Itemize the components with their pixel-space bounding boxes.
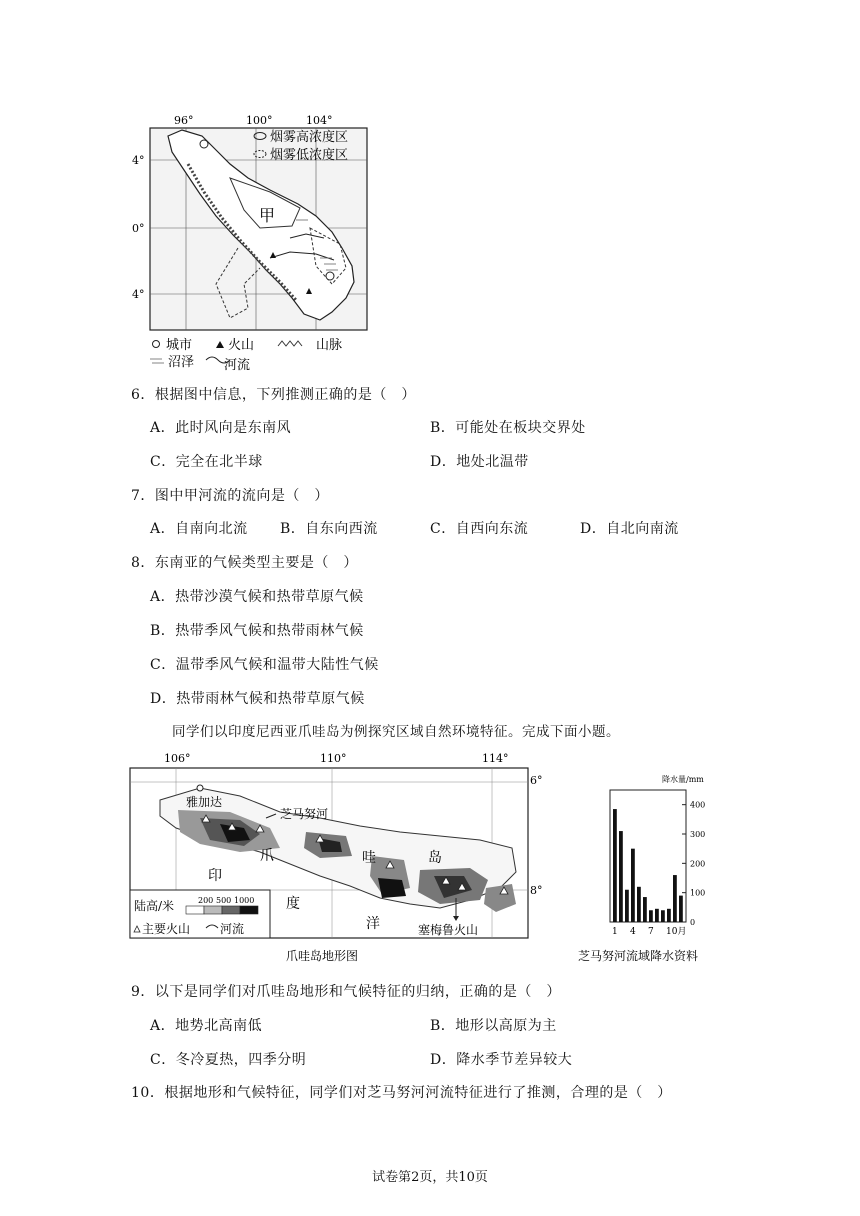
chart-ylabel: 降水量/mm	[662, 775, 704, 784]
legend-city: 城市	[166, 338, 193, 353]
precip-bar	[667, 909, 671, 922]
legend-1000: 1000	[234, 896, 255, 905]
precip-bar	[673, 875, 677, 922]
lon-100: 100°	[246, 114, 273, 127]
legend-volcano: 火山	[228, 338, 255, 353]
q8-stem: 8．东南亚的气候类型主要是（ ）	[131, 555, 358, 571]
x-tick-label: 7	[648, 927, 654, 937]
label-yin: 印	[208, 868, 222, 884]
label-zhua: 爪	[260, 848, 274, 864]
q7-stem: 7．图中甲河流的流向是（ ）	[131, 488, 329, 504]
lon-110: 110°	[320, 752, 347, 765]
q6-stem: 6．根据图中信息，下列推测正确的是（ ）	[131, 387, 416, 403]
precip-bar	[643, 897, 647, 922]
legend-mountain: 山脉	[316, 338, 343, 353]
q8-option-c[interactable]: C．温带季风气候和温带大陆性气候	[150, 657, 379, 673]
label-yang: 洋	[366, 916, 380, 932]
legend-swamp: 沼泽	[168, 355, 195, 370]
lon-96: 96°	[174, 114, 194, 127]
q8-option-a[interactable]: A．热带沙漠气候和热带草原气候	[150, 589, 364, 605]
x-tick-label: 10月	[666, 927, 687, 937]
q6-option-d[interactable]: D．地处北温带	[430, 454, 529, 470]
y-tick-label: 200	[690, 859, 706, 869]
legend-river: 河流	[220, 922, 245, 936]
x-tick-label: 4	[630, 927, 636, 937]
q9-option-b[interactable]: B．地形以高原为主	[430, 1018, 557, 1034]
legend-haze-high: 烟雾高浓度区	[270, 130, 349, 145]
q8-option-b[interactable]: B．热带季风气候和热带雨林气候	[150, 623, 364, 639]
label-wa: 哇	[362, 850, 376, 866]
q9-option-c[interactable]: C．冬冷夏热，四季分明	[150, 1052, 307, 1068]
q6-option-b[interactable]: B．可能处在板块交界处	[430, 420, 586, 436]
lat-8: 8°	[530, 884, 543, 897]
precip-bar	[649, 910, 653, 922]
lon-104: 104°	[306, 114, 333, 127]
q10-stem: 10．根据地形和气候特征，同学们对芝马努河河流特征进行了推测，合理的是（ ）	[131, 1085, 672, 1101]
map2-caption: 爪哇岛地形图	[286, 949, 359, 963]
intro-text: 同学们以印度尼西亚爪哇岛为例探究区域自然环境特征。完成下面小题。	[172, 724, 620, 740]
y-tick-label: 300	[690, 830, 706, 839]
legend-haze-low: 烟雾低浓度区	[270, 148, 349, 163]
q7-option-d[interactable]: D．自北向南流	[580, 521, 679, 537]
q8-option-d[interactable]: D．热带雨林气候和热带草原气候	[150, 691, 365, 707]
precip-bar	[631, 849, 635, 922]
y-tick-label: 100	[690, 888, 706, 898]
chart-title: 芝马努河流域降水资料	[578, 949, 699, 963]
precip-bar	[637, 887, 641, 922]
legend-200: 200	[198, 896, 214, 905]
q6-option-c[interactable]: C．完全在北半球	[150, 454, 263, 470]
page-footer: 试卷第2页，共10页	[372, 1170, 488, 1185]
precip-bar	[661, 910, 665, 922]
precip-bar	[655, 909, 659, 922]
q7-option-b[interactable]: B．自东向西流	[280, 521, 378, 537]
label-semeru: 塞梅鲁火山	[418, 923, 479, 937]
label-jakarta: 雅加达	[186, 795, 223, 809]
label-river: 芝马努河	[280, 807, 329, 821]
java-map	[120, 748, 560, 970]
lon-106: 106°	[164, 752, 191, 765]
label-du: 度	[286, 896, 300, 912]
precip-bar	[679, 896, 683, 922]
legend-elev-title: 陆高/米	[134, 899, 175, 913]
legend-river: 河流	[224, 358, 251, 373]
label-jia: 甲	[259, 206, 276, 225]
q6-option-a[interactable]: A．此时风向是东南风	[150, 420, 292, 436]
precipitation-chart	[576, 770, 726, 970]
q9-option-d[interactable]: D．降水季节差异较大	[430, 1052, 573, 1068]
lat-0: 0°	[132, 222, 145, 235]
lat-4s: 4°	[132, 288, 145, 301]
q9-stem: 9．以下是同学们对爪哇岛地形和气候特征的归纳，正确的是（ ）	[131, 984, 561, 1000]
q7-option-c[interactable]: C．自西向东流	[430, 521, 529, 537]
y-tick-label: 0	[690, 918, 696, 927]
x-tick-label: 1	[612, 927, 618, 937]
legend-volcano: 主要火山	[142, 922, 191, 936]
q9-option-a[interactable]: A．地势北高南低	[150, 1018, 263, 1034]
q7-option-a[interactable]: A．自南向北流	[150, 521, 248, 537]
label-dao: 岛	[428, 850, 442, 866]
legend-500: 500	[216, 896, 232, 905]
lon-114: 114°	[482, 752, 509, 765]
y-tick-label: 400	[690, 800, 706, 810]
precip-bar	[613, 809, 617, 922]
sumatra-map	[120, 108, 380, 373]
lat-4n: 4°	[132, 154, 145, 167]
precip-bar	[619, 831, 623, 922]
lat-6: 6°	[530, 774, 543, 787]
precip-bar	[625, 890, 629, 922]
